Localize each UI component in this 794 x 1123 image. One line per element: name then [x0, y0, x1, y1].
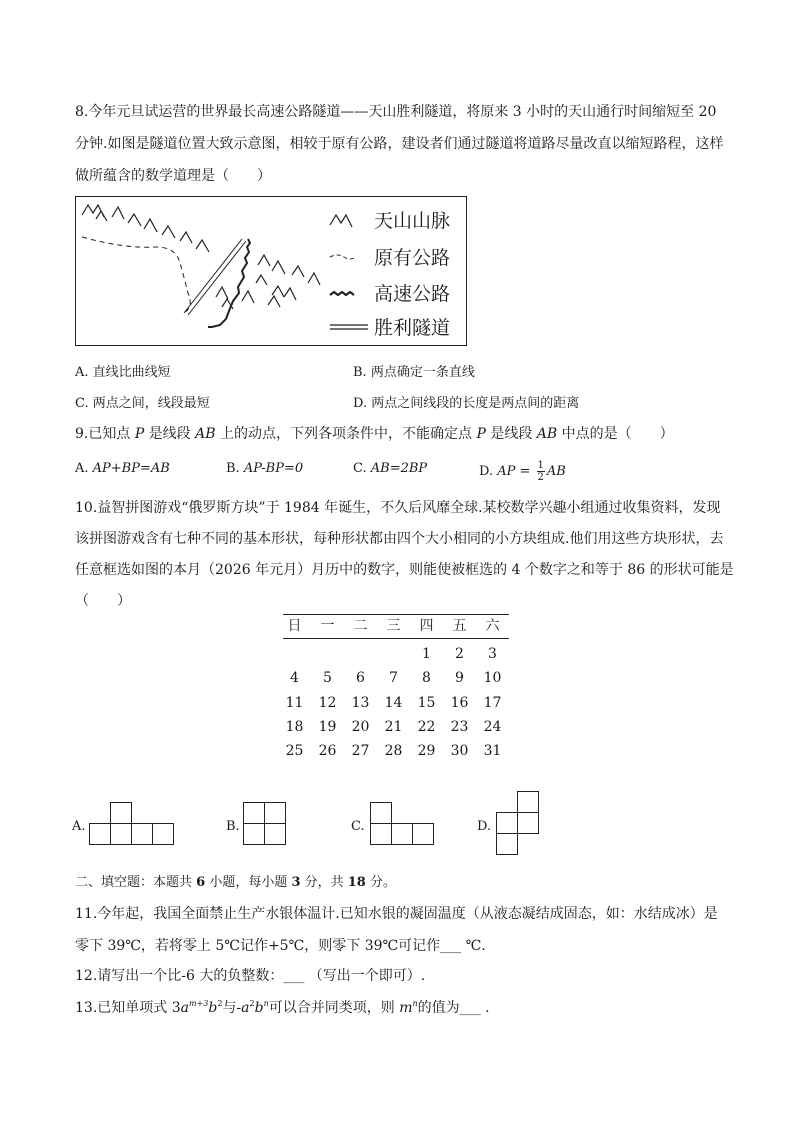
calendar-day: 29	[417, 743, 436, 759]
calendar-day: 27	[351, 743, 370, 759]
calendar-day: 5	[323, 670, 332, 686]
q10-line-1: 10.益智拼图游戏“俄罗斯方块”于 1984 年诞生，不久后风靡全球.某校数学兴趣小组通过收集资料，发现	[75, 500, 721, 516]
mountain-range-icon	[82, 205, 320, 309]
q13-text: 13.已知单项式 $3a^{m+3}b^2$与$-a^2b^n$可以合并同类项，则 $m^n$的值为___ .	[75, 999, 490, 1016]
q10-line-3: 任意框选如图的本月（2026 年元月）月历中的数字，则能使被框选的 4 个数字之和等于 86 的形状可能是	[75, 562, 734, 578]
q9-option-d: D. AP = $\frac{1}{2}$ AB	[479, 460, 566, 483]
calendar-day: 6	[356, 670, 365, 686]
q8-option-b: B. 两点确定一条直线	[353, 365, 475, 380]
calendar-day: 19	[318, 719, 337, 735]
tunnel-diagram	[75, 196, 467, 346]
calendar-day: 30	[450, 743, 469, 759]
weekday-mon: 一	[320, 618, 335, 634]
calendar-day: 1	[422, 646, 431, 662]
legend-tunnel-icon	[330, 325, 368, 329]
q8-option-a: A. 直线比曲线短	[75, 365, 171, 380]
highway-line	[208, 239, 250, 327]
calendar-day: 23	[450, 719, 469, 735]
q9-option-c: C. AB=2BP	[353, 461, 428, 476]
calendar-day: 31	[483, 743, 502, 759]
calendar-day: 21	[384, 719, 403, 735]
calendar-day: 28	[384, 743, 403, 759]
weekday-thu: 四	[419, 618, 434, 634]
calendar-day: 20	[351, 719, 370, 735]
q12-text: 12.请写出一个比-6 大的负整数：___ （写出一个即可）.	[75, 968, 426, 984]
q9-stem: 9.已知点 P 是线段 AB 上的动点，下列各项条件中，不能确定点 P 是线段 AB 中点的是（ ）	[75, 426, 674, 442]
calendar-day: 15	[417, 695, 436, 711]
tunnel-line	[184, 239, 246, 315]
calendar-day: 4	[290, 670, 299, 686]
legend-mountains-label: 天山山脉	[374, 210, 451, 232]
calendar-day: 12	[318, 695, 337, 711]
q8-line-3: 做所蕴含的数学道理是（ ）	[75, 168, 271, 184]
q10-option-c-label: C.	[351, 819, 365, 834]
legend-original-road-icon	[330, 255, 356, 259]
q8-option-d: D. 两点之间线段的长度是两点间的距离	[353, 396, 580, 411]
q10-line-4: （ ）	[75, 593, 131, 609]
weekday-sat: 六	[485, 618, 500, 634]
legend-highway-icon	[330, 292, 354, 295]
q10-option-d-label: D.	[477, 819, 492, 834]
weekday-tue: 二	[353, 618, 368, 634]
q10-option-b-label: B.	[226, 819, 240, 834]
q8-option-c: C. 两点之间，线段最短	[75, 396, 210, 411]
q9-option-b: B. AP-BP=0	[226, 461, 304, 476]
calendar-day: 25	[285, 743, 304, 759]
calendar-day: 18	[285, 719, 304, 735]
calendar-day: 7	[389, 670, 398, 686]
q10-option-a-label: A.	[72, 819, 86, 834]
calendar-day: 9	[455, 670, 464, 686]
section-2-heading: 二、填空题：本题共 6 小题，每小题 3 分，共 18 分。	[75, 875, 396, 890]
weekday-wed: 三	[386, 618, 401, 634]
q8-line-1: 8.今年元旦试运营的世界最长高速公路隧道——天山胜利隧道，将原来 3 小时的天山通行时间缩短至 20	[75, 104, 717, 120]
calendar-day: 17	[483, 695, 502, 711]
legend-mountain-icon	[330, 215, 352, 227]
weekday-sun: 日	[287, 618, 302, 634]
calendar-day: 24	[483, 719, 502, 735]
calendar-day: 26	[318, 743, 337, 759]
legend-highway-label: 高速公路	[374, 283, 451, 305]
q8-line-2: 分钟.如图是隧道位置大致示意图，相较于原有公路，建设者们通过隧道将道路尽量改直以缩短路程，这样	[75, 136, 724, 152]
legend-original-road-label: 原有公路	[374, 247, 451, 269]
calendar-day: 10	[483, 670, 502, 686]
calendar-day: 2	[455, 646, 464, 662]
q11-line-2: 零下 39℃，若将零上 5℃记作+5℃，则零下 39℃可记作___ ℃.	[75, 938, 486, 954]
calendar-day: 14	[384, 695, 403, 711]
calendar-day: 11	[285, 695, 304, 711]
q10-line-2: 该拼图游戏含有七种不同的基本形状，每种形状都由四个大小相同的小方块组成.他们用这些方块形状，去	[75, 531, 724, 547]
q9-option-a: A. AP+BP=AB	[75, 461, 170, 476]
calendar-day: 8	[422, 670, 431, 686]
legend-tunnel-label: 胜利隧道	[374, 317, 451, 339]
calendar-day: 13	[351, 695, 370, 711]
calendar-day: 16	[450, 695, 469, 711]
q11-line-1: 11.今年起，我国全面禁止生产水银体温计.已知水银的凝固温度（从液态凝结成固态，如：水结成冰）是	[75, 906, 718, 922]
original-road-line	[82, 237, 190, 313]
weekday-fri: 五	[452, 618, 467, 634]
calendar-day: 22	[417, 719, 436, 735]
calendar-day: 3	[488, 646, 497, 662]
calendar-header-rule	[283, 638, 509, 639]
